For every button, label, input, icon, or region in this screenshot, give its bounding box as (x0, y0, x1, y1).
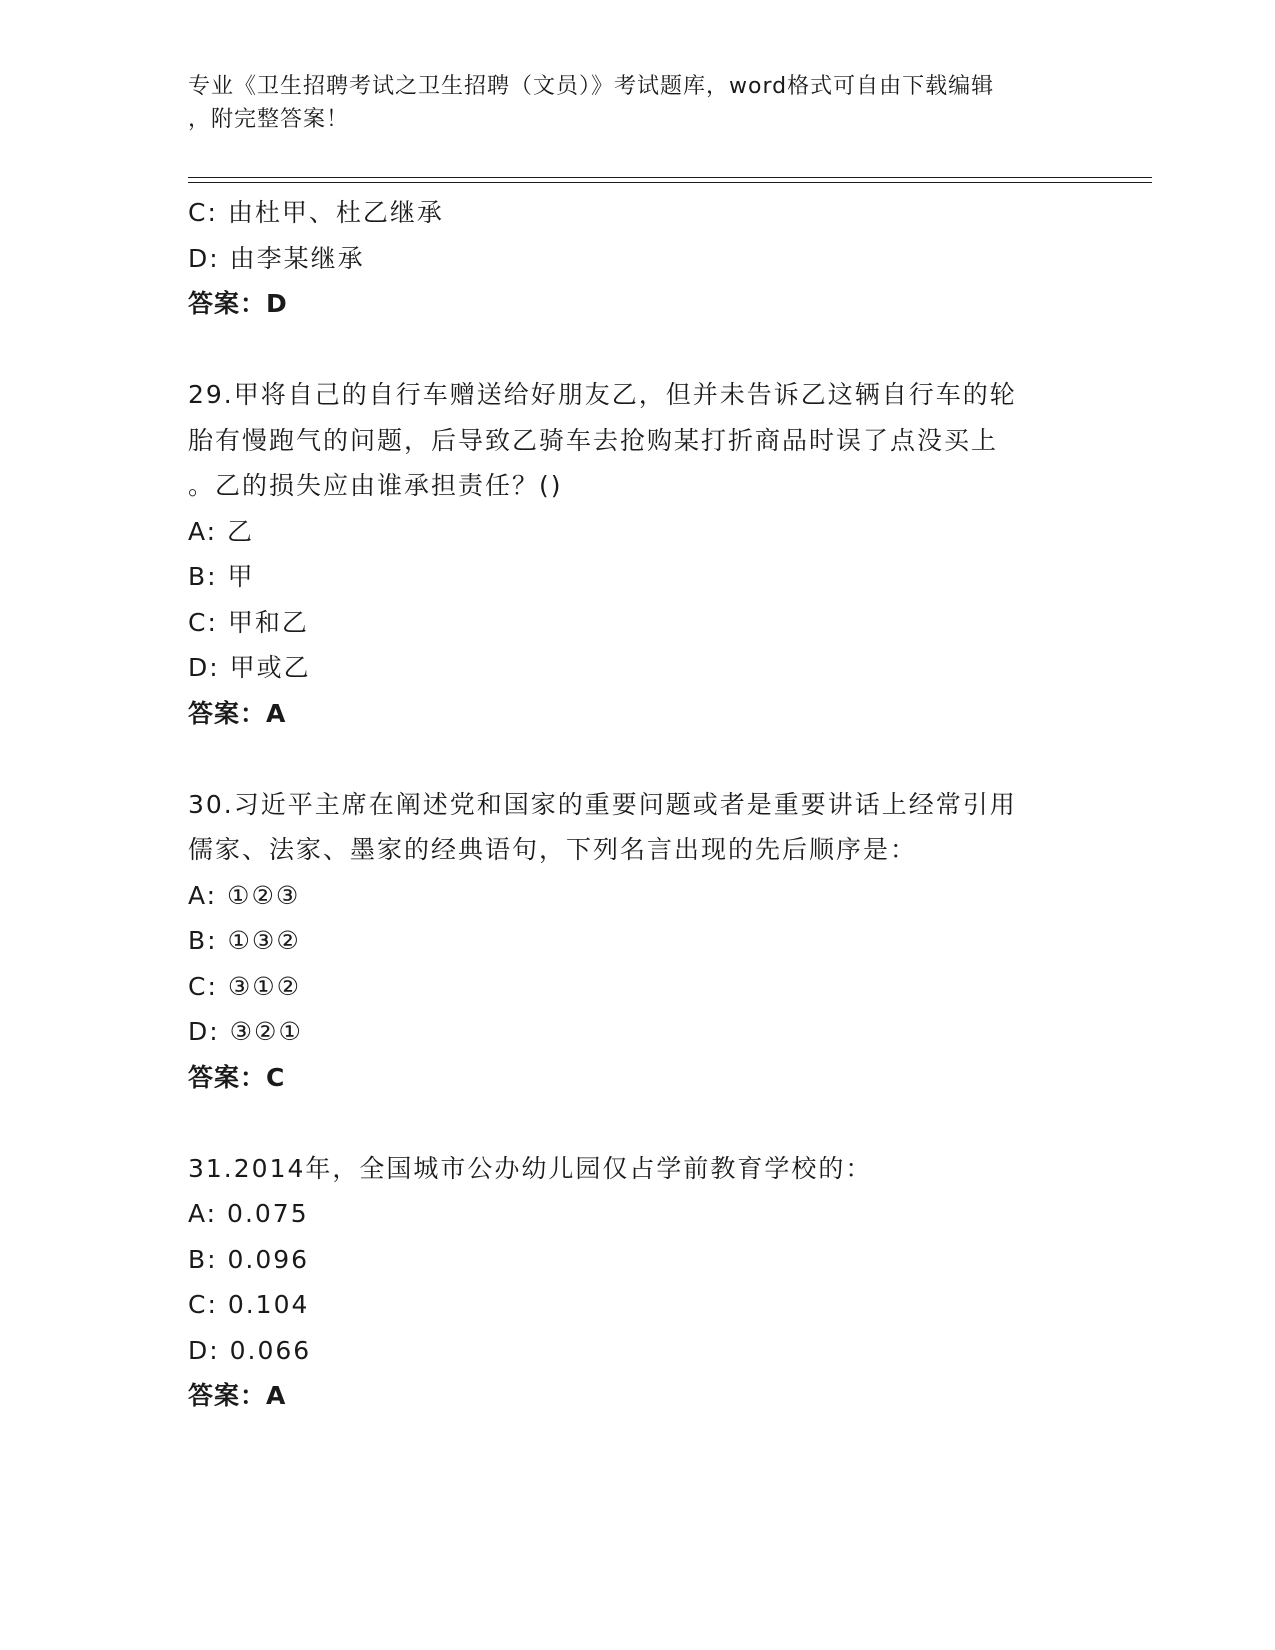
option-a: A: 乙 (188, 516, 255, 546)
option-a: A: 0.075 (188, 1199, 309, 1228)
option-c: C: ③①② (188, 971, 302, 1001)
question-stem-line: 29.甲将自己的自行车赠送给好朋友乙，但并未告诉乙这辆自行车的轮 (188, 380, 1017, 409)
document-header: 专业《卫生招聘考试之卫生招聘（文员）》考试题库，word格式可自由下载编辑 ，附完整答案！ (188, 74, 995, 132)
answer-line: 答案：D (188, 289, 288, 318)
answer-line: 答案：A (188, 1381, 287, 1410)
option-b: B: 甲 (188, 562, 255, 591)
option-d: D: 甲或乙 (188, 653, 311, 682)
header-rule-bottom (188, 182, 1152, 183)
option-b: B: ①③② (188, 926, 301, 955)
option-c: C: 0.104 (188, 1290, 310, 1319)
question-stem-line: 儒家、法家、墨家的经典语句，下列名言出现的先后顺序是： (188, 835, 918, 864)
question-stem-line: 胎有慢跑气的问题，后导致乙骑车去抢购某打折商品时误了点没买上 (188, 425, 999, 455)
question-28-tail (188, 190, 1088, 327)
question-stem-line: 。乙的损失应由谁承担责任？() (188, 471, 563, 500)
answer-line: 答案：A (188, 698, 287, 728)
question-31 (188, 1146, 1088, 1419)
option-b: B: 0.096 (188, 1244, 310, 1274)
option-c: C: 甲和乙 (188, 607, 309, 637)
option-d: D: ③②① (188, 1017, 303, 1046)
spacer (188, 736, 1088, 782)
option-c: C: 由杜甲、杜乙继承 (188, 198, 444, 227)
option-a: A: ①②③ (188, 880, 301, 910)
option-d: D: 由李某继承 (188, 243, 365, 273)
question-29 (188, 372, 1088, 736)
spacer (188, 327, 1088, 373)
question-30 (188, 782, 1088, 1101)
spacer (188, 1100, 1088, 1146)
option-d: D: 0.066 (188, 1335, 312, 1365)
question-stem-line: 31.2014年，全国城市公办幼儿园仅占学前教育学校的： (188, 1153, 873, 1183)
question-content (188, 190, 1088, 1419)
answer-line: 答案：C (188, 1062, 286, 1092)
header-rule-top (188, 177, 1152, 178)
question-stem-line: 30.习近平主席在阐述党和国家的重要问题或者是重要讲话上经常引用 (188, 789, 1017, 819)
